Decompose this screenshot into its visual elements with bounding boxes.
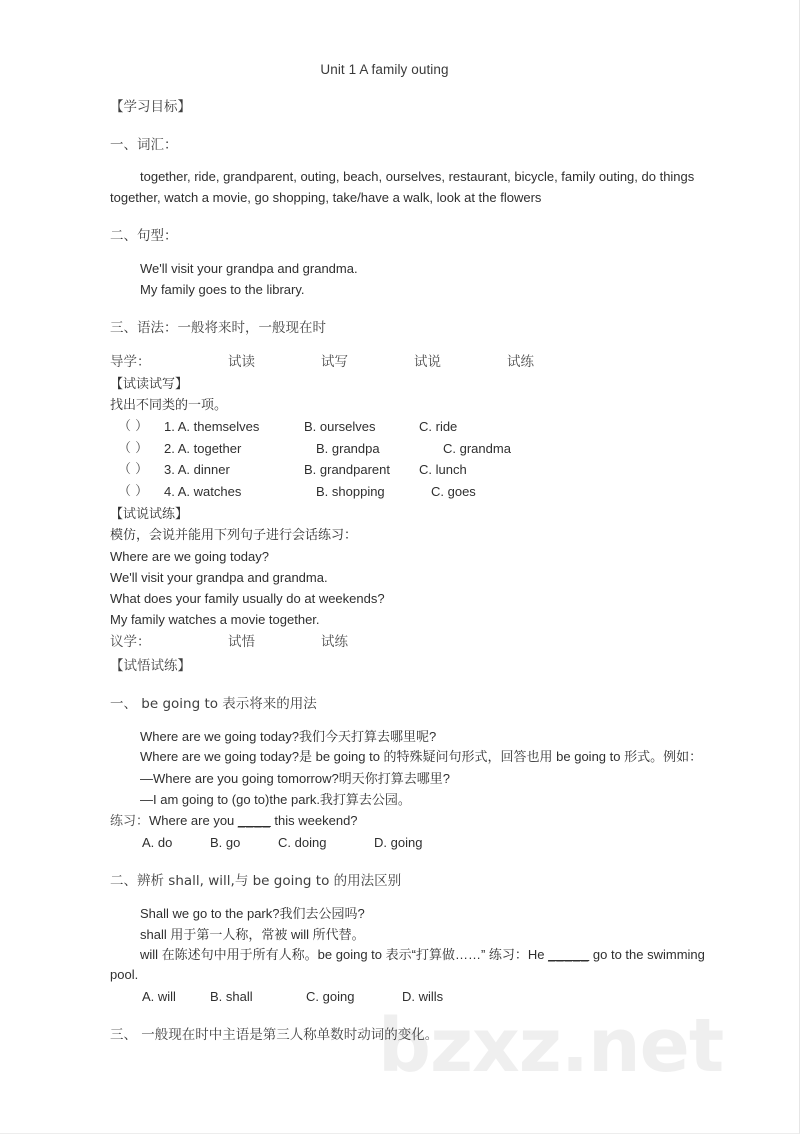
- choice-a[interactable]: A. do: [142, 834, 173, 850]
- part-two-heading: 二、辨析 shall, will,与 be going to 的用法区别: [110, 872, 402, 889]
- quiz-answer-blank[interactable]: （ ）: [118, 483, 149, 499]
- quiz-option-c[interactable]: C. grandma: [443, 440, 511, 456]
- vocabulary-heading: 一、词汇：: [110, 137, 178, 153]
- read-write-quiz: [110, 416, 721, 502]
- speak-practice-line: What does your family usually do at weekends?: [110, 591, 385, 606]
- quiz-option-a[interactable]: 3. A. dinner: [164, 462, 230, 477]
- part-two-choices[interactable]: [110, 986, 721, 1007]
- exercise-answer-blank[interactable]: ____: [237, 812, 271, 828]
- part-two-example-line: Shall we go to the park?我们去公园吗?: [140, 905, 365, 921]
- speak-practice-line: My family watches a movie together.: [110, 612, 320, 627]
- choice-c[interactable]: C. doing: [278, 834, 327, 850]
- quiz-answer-blank[interactable]: （ ）: [118, 440, 149, 456]
- part-one-exercise-prompt: [110, 810, 721, 832]
- quiz-option-b[interactable]: B. shopping: [316, 483, 385, 499]
- part-one-explanation: Where are we going today?是 be going to 的特殊疑问句形式，回答也用 be going to 形式。例如：: [140, 749, 703, 764]
- quiz-option-a[interactable]: 4. A. watches: [164, 483, 242, 499]
- choice-c[interactable]: C. going: [306, 988, 355, 1004]
- vocabulary-text: together, ride, grandparent, outing, beach, ourselves, restaurant, bicycle, family outing, do things together, watch a movie, go shopping, take/have a walk, look at the flowers: [110, 169, 695, 205]
- page-title: Unit 1 A family outing: [320, 62, 449, 77]
- part-one-example-line: —I am going to (go to)the park.我打算去公园。: [140, 791, 411, 807]
- quiz-item[interactable]: [110, 438, 721, 460]
- part-one-example-line: Where are we going today?我们今天打算去哪里呢?: [140, 729, 437, 744]
- discussion-study-row: [110, 630, 721, 650]
- quiz-item[interactable]: [110, 481, 721, 503]
- part-two-example-line: shall 用于第一人称，常被 will 所代替。: [140, 926, 365, 942]
- speak-practice-heading: 【试说试练】: [110, 507, 189, 522]
- comprehend-practice-heading: 【试悟试练】: [110, 658, 191, 674]
- quiz-answer-blank[interactable]: （ ）: [118, 419, 149, 434]
- sentence-pattern-line: We'll visit your grandpa and grandma.: [140, 261, 358, 276]
- quiz-option-a[interactable]: 1. A. themselves: [164, 419, 260, 434]
- speak-practice-line: Where are we going today?: [110, 549, 269, 564]
- quiz-answer-blank[interactable]: （ ）: [118, 462, 149, 477]
- choice-d[interactable]: D. going: [374, 834, 423, 850]
- discussion-study-step-comprehend: 试悟: [228, 634, 255, 650]
- choice-d[interactable]: D. wills: [402, 988, 444, 1004]
- guided-study-step-write: 试写: [321, 354, 348, 370]
- choice-b[interactable]: B. go: [210, 834, 241, 850]
- discussion-study-label: 议学：: [110, 634, 151, 650]
- part-one-choices[interactable]: [110, 832, 721, 853]
- quiz-option-c[interactable]: C. lunch: [419, 462, 467, 477]
- guided-study-label: 导学：: [110, 354, 151, 370]
- exercise-label: 练习：: [110, 813, 150, 829]
- sentence-patterns-heading: 二、句型：: [110, 228, 178, 244]
- discussion-study-step-practice: 试练: [321, 634, 348, 650]
- part-two-explanation: [110, 945, 721, 986]
- speak-practice-line: We'll visit your grandpa and grandma.: [110, 570, 328, 585]
- part-three-heading: 三、 一般现在时中主语是第三人称单数时动词的变化。: [110, 1026, 439, 1043]
- part-two-answer-blank[interactable]: _____: [548, 946, 590, 962]
- quiz-option-b[interactable]: B. ourselves: [304, 419, 376, 434]
- part-two-text-after: go to the swimming pool.: [110, 946, 705, 982]
- quiz-item[interactable]: [110, 416, 721, 438]
- read-write-heading: 【试读试写】: [110, 377, 189, 392]
- grammar-heading: 三、语法：一般将来时，一般现在时: [110, 320, 326, 336]
- guided-study-row: [110, 350, 721, 370]
- quiz-item[interactable]: [110, 459, 721, 481]
- speak-practice-instruction: 模仿，会说并能用下列句子进行会话练习：: [110, 528, 358, 543]
- guided-study-step-read: 试读: [228, 354, 255, 370]
- sentence-patterns-list: [110, 258, 721, 300]
- exercise-text-before: Where are you: [149, 812, 238, 828]
- quiz-option-c[interactable]: C. goes: [431, 483, 476, 499]
- quiz-option-a[interactable]: 2. A. together: [164, 440, 242, 456]
- sentence-pattern-line: My family goes to the library.: [140, 282, 305, 297]
- quiz-option-b[interactable]: B. grandpa: [316, 440, 380, 456]
- exercise-text-after: this weekend?: [270, 812, 358, 828]
- part-one-heading: 一、 be going to 表示将来的用法: [110, 696, 317, 712]
- guided-study-step-speak: 试说: [414, 354, 441, 370]
- quiz-option-c[interactable]: C. ride: [419, 419, 458, 434]
- choice-b[interactable]: B. shall: [210, 988, 253, 1004]
- read-write-instruction: 找出不同类的一项。: [110, 398, 228, 413]
- quiz-option-b[interactable]: B. grandparent: [304, 462, 391, 477]
- learning-objectives-heading: 【学习目标】: [110, 99, 191, 115]
- part-two-text-before: will 在陈述句中用于所有人称。be going to 表示“打算做……” 练习：He: [140, 946, 549, 962]
- part-one-example-line: —Where are you going tomorrow?明天你打算去哪里?: [140, 770, 450, 786]
- site-watermark: bzxz.net: [378, 1003, 724, 1089]
- choice-a[interactable]: A. will: [142, 988, 176, 1004]
- guided-study-step-practice: 试练: [507, 354, 534, 370]
